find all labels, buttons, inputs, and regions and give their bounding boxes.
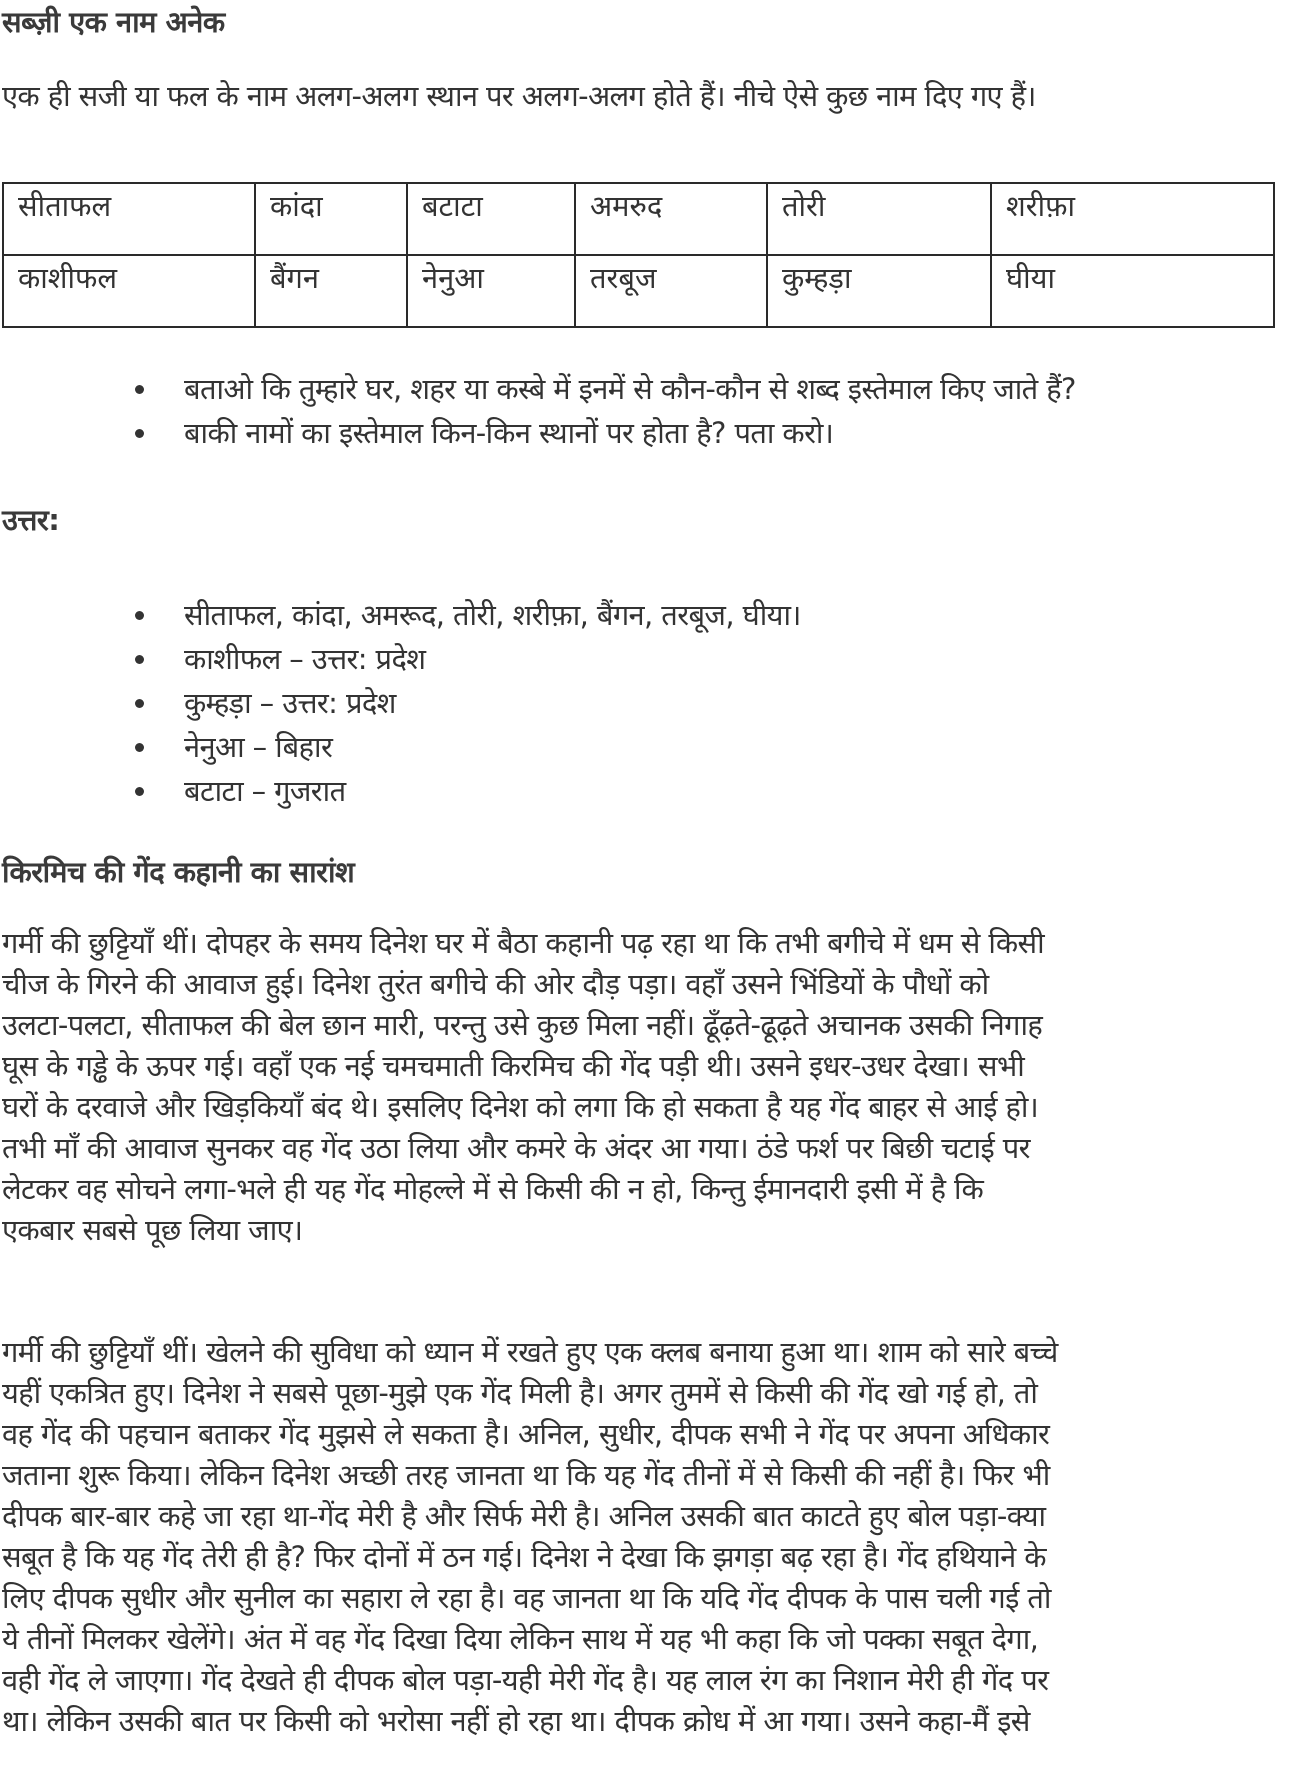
list-item: सीताफल, कांदा, अमरूद, तोरी, शरीफ़ा, बैंगन, तरबूज, घीया। <box>0 593 801 637</box>
table-cell: अमरुद <box>575 183 767 255</box>
list-item: काशीफल – उत्तर: प्रदेश <box>0 637 801 681</box>
table-cell: कांदा <box>255 183 407 255</box>
text-line: उलटा-पलटा, सीताफल की बेल छान मारी, परन्तु उसे कुछ मिला नहीं। ढूँढ़ते-ढूढ़ते अचानक उसकी निगाह <box>2 1008 1043 1042</box>
table-cell: कुम्हड़ा <box>767 255 991 327</box>
table-cell: शरीफ़ा <box>991 183 1274 255</box>
text-line: गर्मी की छुट्टियाँ थीं। दोपहर के समय दिनेश घर में बैठा कहानी पढ़ रहा था कि तभी बगीचे में धम से किसी <box>2 926 1045 960</box>
bullet-icon <box>135 611 144 620</box>
table-row <box>3 255 1274 327</box>
section-title-kirmich: किरमिच की गेंद कहानी का सारांश <box>2 855 355 889</box>
answer-list <box>0 593 801 813</box>
text-line: गर्मी की छुट्टियाँ थीं। खेलने की सुविधा को ध्यान में रखते हुए एक क्लब बनाया हुआ था। शाम को सारे बच्चे <box>2 1335 1058 1369</box>
table-cell: तरबूज <box>575 255 767 327</box>
vegetable-names-table <box>2 182 1275 328</box>
text-line: ये तीनों मिलकर खेलेंगे। अंत में वह गेंद दिखा दिया लेकिन साथ में यह भी कहा कि जो पक्का सबूत देगा, <box>2 1622 1039 1656</box>
text-line: घूस के गड्ढे के ऊपर गई। वहाँ एक नई चमचमाती किरमिच की गेंद पड़ी थी। उसने इधर-उधर देखा। सभी <box>2 1049 1025 1083</box>
text-line: था। लेकिन उसकी बात पर किसी को भरोसा नहीं हो रहा था। दीपक क्रोध में आ गया। उसने कहा-मैं इसे <box>2 1704 1030 1738</box>
section-title-sabzi: सब्ज़ी एक नाम अनेक <box>2 5 225 39</box>
bullet-icon <box>135 655 144 664</box>
text-line: लेटकर वह सोचने लगा-भले ही यह गेंद मोहल्ले में से किसी की न हो, किन्तु ईमानदारी इसी में है कि <box>2 1172 984 1206</box>
text-line: सबूत है कि यह गेंद तेरी ही है? फिर दोनों में ठन गई। दिनेश ने देखा कि झगड़ा बढ़ रहा है। गेंद हथियाने के <box>2 1540 1046 1574</box>
list-item: बाकी नामों का इस्तेमाल किन-किन स्थानों पर होता है? पता करो। <box>0 411 1076 455</box>
text-line: दीपक बार-बार कहे जा रहा था-गेंद मेरी है और सिर्फ मेरी है। अनिल उसकी बात काटते हुए बोल पड़ा-क्या <box>2 1499 1046 1533</box>
text-line: तभी माँ की आवाज सुनकर वह गेंद उठा लिया और कमरे के अंदर आ गया। ठंडे फर्श पर बिछी चटाई पर <box>2 1131 1030 1165</box>
text-line: चीज के गिरने की आवाज हुई। दिनेश तुरंत बगीचे की ओर दौड़ पड़ा। वहाँ उसने भिंडियों के पौधों को <box>2 967 989 1001</box>
table-row <box>3 183 1274 255</box>
text-line: घरों के दरवाजे और खिड़कियाँ बंद थे। इसलिए दिनेश को लगा कि हो सकता है यह गेंद बाहर से आई हो। <box>2 1090 1039 1124</box>
table-cell: बटाटा <box>407 183 575 255</box>
bullet-icon <box>135 787 144 796</box>
table-cell: तोरी <box>767 183 991 255</box>
bullet-icon <box>135 429 144 438</box>
text-line: लिए दीपक सुधीर और सुनील का सहारा ले रहा है। वह जानता था कि यदि गेंद दीपक के पास चली गई तो <box>2 1581 1051 1615</box>
text-line: वही गेंद ले जाएगा। गेंद देखते ही दीपक बोल पड़ा-यही मेरी गेंद है। यह लाल रंग का निशान मेरी ही गेंद पर <box>2 1663 1049 1697</box>
bullet-icon <box>135 385 144 394</box>
text-line: वह गेंद की पहचान बताकर गेंद मुझसे ले सकता है। अनिल, सुधीर, दीपक सभी ने गेंद पर अपना अधिकार <box>2 1417 1050 1451</box>
list-item: बताओ कि तुम्हारे घर, शहर या कस्बे में इनमें से कौन-कौन से शब्द इस्तेमाल किए जाते हैं? <box>0 367 1076 411</box>
answer-label: उत्तर: <box>2 503 60 537</box>
bullet-icon <box>135 699 144 708</box>
text-line: जताना शुरू किया। लेकिन दिनेश अच्छी तरह जानता था कि यह गेंद तीनों में से किसी की नहीं है। फिर भी <box>2 1458 1050 1492</box>
bullet-icon <box>135 743 144 752</box>
table-cell: घीया <box>991 255 1274 327</box>
list-item: कुम्हड़ा – उत्तर: प्रदेश <box>0 681 801 725</box>
question-list <box>0 367 1076 455</box>
text-line: एकबार सबसे पूछ लिया जाए। <box>2 1213 303 1247</box>
list-item: बटाटा – गुजरात <box>0 769 801 813</box>
table-cell: बैंगन <box>255 255 407 327</box>
intro-text: एक ही सजी या फल के नाम अलग-अलग स्थान पर अलग-अलग होते हैं। नीचे ऐसे कुछ नाम दिए गए हैं। <box>2 79 1036 113</box>
text-line: यहीं एकत्रित हुए। दिनेश ने सबसे पूछा-मुझे एक गेंद मिली है। अगर तुममें से किसी की गेंद खो गई हो, तो <box>2 1376 1038 1410</box>
table-cell: नेनुआ <box>407 255 575 327</box>
table-cell: सीताफल <box>3 183 255 255</box>
table-cell: काशीफल <box>3 255 255 327</box>
list-item: नेनुआ – बिहार <box>0 725 801 769</box>
